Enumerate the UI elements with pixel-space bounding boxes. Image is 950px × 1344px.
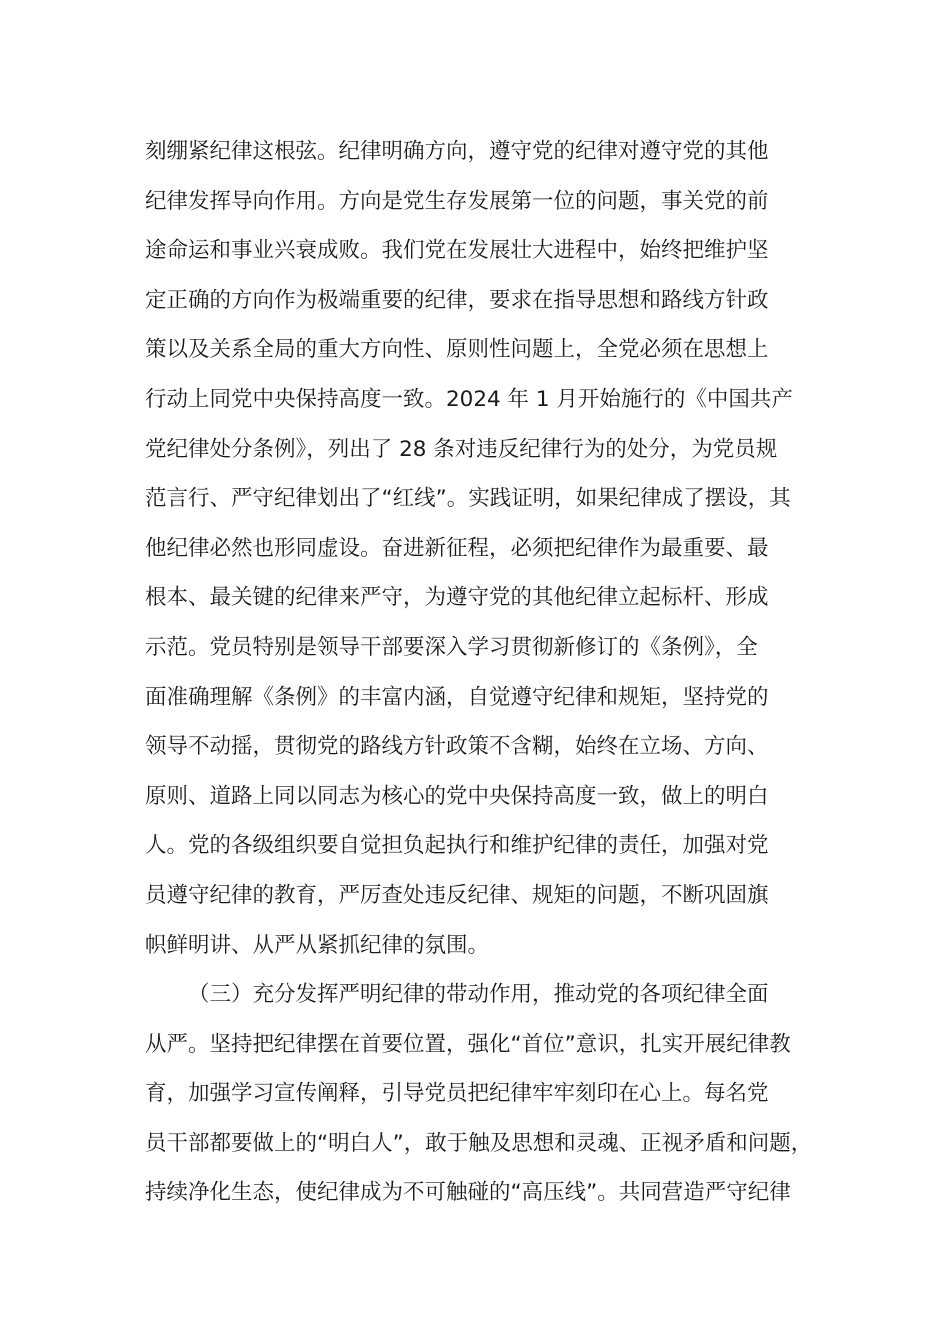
text-line: 人。党的各级组织要自觉担负起执行和维护纪律的责任，加强对党 <box>145 833 769 859</box>
text-line: 刻绷紧纪律这根弦。纪律明确方向，遵守党的纪律对遵守党的其他 <box>145 139 769 164</box>
text-line: 从严。坚持把纪律摆在首要位置，强化“首位”意识，扎实开展纪律教 <box>145 1031 791 1057</box>
text-line: 示范。党员特别是领导干部要深入学习贯彻新修订的《条例》，全 <box>145 634 758 660</box>
text-line: 他纪律必然也形同虚设。奋进新征程，必须把纪律作为最重要、最 <box>145 535 769 561</box>
section-heading-line: （三）充分发挥严明纪律的带动作用，推动党的各项纪律全面 <box>188 982 769 1008</box>
text-line: 员遵守纪律的教育，严厉查处违反纪律、规矩的问题，不断巩固旗 <box>145 882 769 908</box>
text-line: 行动上同党中央保持高度一致。2024 年 1 月开始施行的《中国共产 <box>145 386 793 412</box>
text-line: 策以及关系全局的重大方向性、原则性问题上，全党必须在思想上 <box>145 337 769 363</box>
text-line: 党纪律处分条例》，列出了 28 条对违反纪律行为的处分，为党员规 <box>145 436 778 462</box>
text-line: 育，加强学习宣传阐释，引导党员把纪律牢牢刻印在心上。每名党 <box>145 1081 769 1107</box>
text-line: 根本、最关键的纪律来严守，为遵守党的其他纪律立起标杆、形成 <box>145 585 769 611</box>
text-line: 持续净化生态，使纪律成为不可触碰的“高压线”。共同营造严守纪律 <box>145 1180 791 1206</box>
text-line: 原则、道路上同以同志为核心的党中央保持高度一致，做上的明白 <box>145 783 769 809</box>
text-line: 范言行、严守纪律划出了“红线”。实践证明，如果纪律成了摆设，其 <box>145 486 791 512</box>
body-text <box>145 127 845 1218</box>
text-line: 面准确理解《条例》的丰富内涵，自觉遵守纪律和规矩，坚持党的 <box>145 684 769 710</box>
text-line: 纪律发挥导向作用。方向是党生存发展第一位的问题，事关党的前 <box>145 188 769 214</box>
text-line: 途命运和事业兴衰成败。我们党在发展壮大进程中，始终把维护坚 <box>145 238 769 264</box>
text-line: 帜鲜明讲、从严从紧抓纪律的氛围。 <box>145 932 490 958</box>
text-line: 领导不动摇，贯彻党的路线方针政策不含糊，始终在立场、方向、 <box>145 734 769 760</box>
text-line: 定正确的方向作为极端重要的纪律，要求在指导思想和路线方针政 <box>145 287 769 313</box>
text-line: 员干部都要做上的“明白人”，敢于触及思想和灵魂、正视矛盾和问题， <box>145 1130 813 1156</box>
